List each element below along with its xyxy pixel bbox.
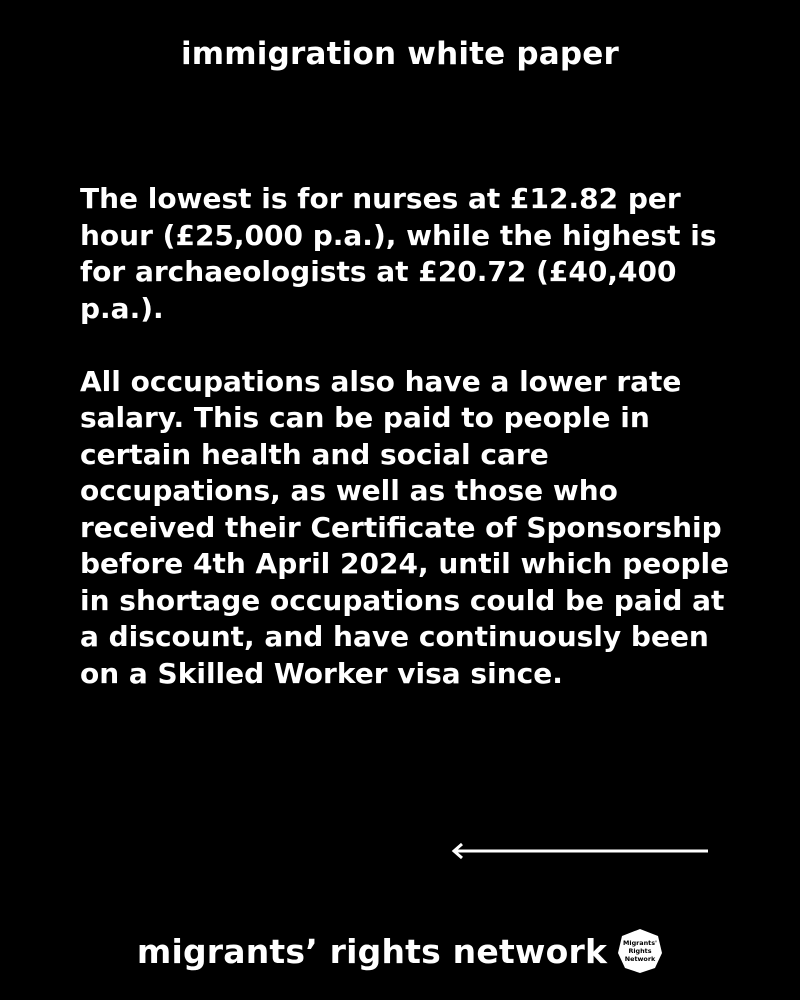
page-title: immigration white paper [180, 36, 620, 72]
logo-line-1: Migrants' [623, 939, 658, 947]
body-text [80, 181, 740, 729]
mrn-logo [617, 928, 663, 974]
paragraph-lower-rate: All occupations also have a lower rate salary. This can be paid to people in certain health and social care occupations, as well as those who received their Certificate of Sponsorship before 4th April 2024, until which people in shortage occupations could be paid at a discount, and have continuously been on a Skilled Worker visa since. [80, 364, 730, 690]
logo-line-2: Rights [628, 947, 652, 955]
footer [0, 928, 800, 974]
logo-line-3: Network [624, 955, 656, 963]
paragraph-salary-range: The lowest is for nurses at £12.82 per hour (£25,000 p.a.), while the highest is for archaeologists at £20.72 (£40,400 p.a.). [80, 182, 717, 325]
footer-brand-text: migrants’ rights network [136, 931, 608, 971]
arrow-left-icon[interactable] [448, 840, 712, 862]
